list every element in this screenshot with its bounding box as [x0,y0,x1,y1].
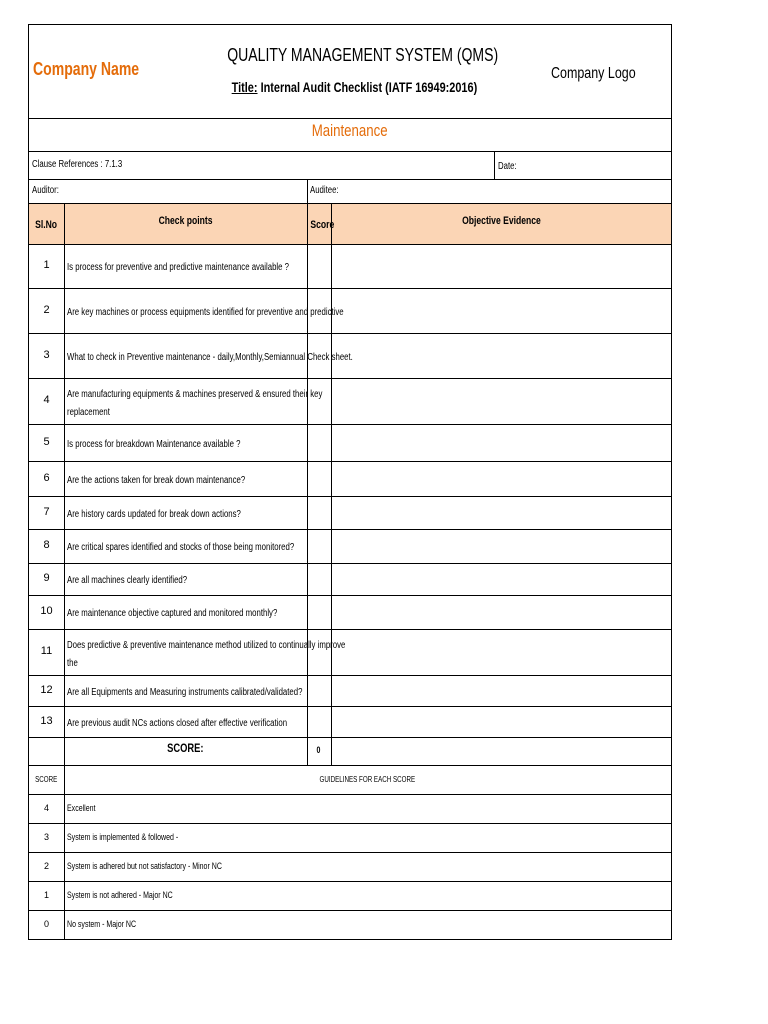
company-name: Company Name [33,59,140,79]
check-point-text: Is process for preventive and predictive maintenance available ? [67,262,289,273]
score-cell[interactable] [308,563,331,595]
check-point-text: Are all Equipments and Measuring instruments calibrated/validated? [67,686,303,698]
table-row [29,529,671,563]
table-row [29,244,671,288]
objective-evidence-cell[interactable] [332,629,671,675]
objective-evidence-cell[interactable] [332,461,671,496]
row-number: 10 [40,605,53,617]
guideline-row [29,823,671,852]
table-row [29,288,671,333]
check-point-text: Are all machines clearly identified? [67,575,188,586]
objective-evidence-cell[interactable] [332,529,671,563]
guideline-row [29,910,671,939]
score-cell[interactable] [308,288,331,333]
objective-evidence-cell[interactable] [332,496,671,529]
row-number: 4 [43,394,50,406]
table-row [29,424,671,461]
score-cell[interactable] [308,595,331,629]
table-row [29,629,671,675]
table-row [29,563,671,595]
date-label: Date: [498,161,517,172]
row-number: 8 [43,539,50,551]
check-point-text: Are the actions taken for break down maintenance? [67,474,246,486]
objective-evidence-cell[interactable] [332,378,671,424]
table-row [29,595,671,629]
row-number: 6 [43,471,50,484]
row-number: 9 [43,572,50,584]
guideline-score: 1 [43,889,49,900]
row-number: 13 [40,714,53,727]
guideline-text: Excellent [67,802,96,813]
guideline-row [29,852,671,881]
header-score: Score [310,219,335,231]
guideline-score: 3 [43,831,49,842]
check-point-text: Does predictive & preventive maintenance method utilized to continually improve the [67,640,346,669]
objective-evidence-cell[interactable] [332,244,671,288]
header-objective-evidence: Objective Evidence [461,215,541,227]
guidelines-title: GUIDELINES FOR EACH SCORE [319,775,416,784]
guideline-text: No system - Major NC [67,918,137,929]
score-cell[interactable] [308,378,331,424]
table-row [29,706,671,737]
objective-evidence-cell[interactable] [332,595,671,629]
score-cell[interactable] [308,333,331,378]
audit-checklist-sheet [28,24,672,940]
objective-evidence-cell[interactable] [332,424,671,461]
row-number: 1 [43,259,50,271]
document-title: Title: Internal Audit Checklist (IATF 16949:2016) [231,79,477,95]
row-number: 3 [43,348,50,361]
score-cell[interactable] [308,706,331,737]
guideline-score: 0 [43,918,49,929]
table-row [29,378,671,424]
guideline-score: 4 [43,802,49,813]
check-point-text: Are previous audit NCs actions closed after effective verification [67,717,288,729]
check-point-text: What to check in Preventive maintenance - daily,Monthly,Semiannual Check sheet. [67,351,353,363]
guidelines-score-header: SCORE [35,775,58,784]
objective-evidence-cell[interactable] [332,706,671,737]
auditee-label: Auditee: [310,185,339,196]
company-logo: Company Logo [551,65,636,82]
check-point-text: Are history cards updated for break down actions? [67,508,241,520]
guideline-text: System is not adhered - Major NC [67,889,173,900]
score-cell[interactable] [308,496,331,529]
guideline-row [29,881,671,910]
objective-evidence-cell[interactable] [332,563,671,595]
header-check-points: Check points [158,215,213,227]
row-number: 12 [40,683,53,696]
score-total-label: SCORE: [167,741,204,755]
table-row [29,675,671,706]
check-point-text: Are manufacturing equipments & machines preserved & ensured their key replacement [67,389,323,418]
table-row [29,461,671,496]
table-row [29,333,671,378]
score-cell[interactable] [308,424,331,461]
row-number: 5 [43,435,50,448]
row-number: 2 [43,303,50,316]
score-cell[interactable] [308,529,331,563]
auditor-label: Auditor: [32,185,59,196]
objective-evidence-cell[interactable] [332,675,671,706]
section-title: Maintenance [312,121,388,140]
score-total-value: 0 [317,745,321,755]
row-number: 11 [40,645,53,657]
check-point-text: Are critical spares identified and stocks of those being monitored? [67,542,295,553]
guideline-score: 2 [43,860,49,871]
score-cell[interactable] [308,675,331,706]
row-number: 7 [43,505,50,518]
guideline-text: System is adhered but not satisfactory - Minor NC [67,860,222,871]
objective-evidence-cell[interactable] [332,288,671,333]
guideline-row [29,794,671,823]
table-row [29,496,671,529]
check-point-text: Are key machines or process equipments identified for preventive and predictive [67,306,344,318]
clause-reference: Clause References : 7.1.3 [32,159,123,170]
check-point-text: Is process for breakdown Maintenance available ? [67,438,241,450]
guideline-text: System is implemented & followed - [67,831,179,842]
score-cell[interactable] [308,629,331,675]
system-title: QUALITY MANAGEMENT SYSTEM (QMS) [227,45,499,65]
score-cell[interactable] [308,244,331,288]
check-point-text: Are maintenance objective captured and monitored monthly? [67,608,278,619]
score-cell[interactable] [308,461,331,496]
header-slno: Sl.No [35,219,58,231]
objective-evidence-cell[interactable] [332,333,671,378]
